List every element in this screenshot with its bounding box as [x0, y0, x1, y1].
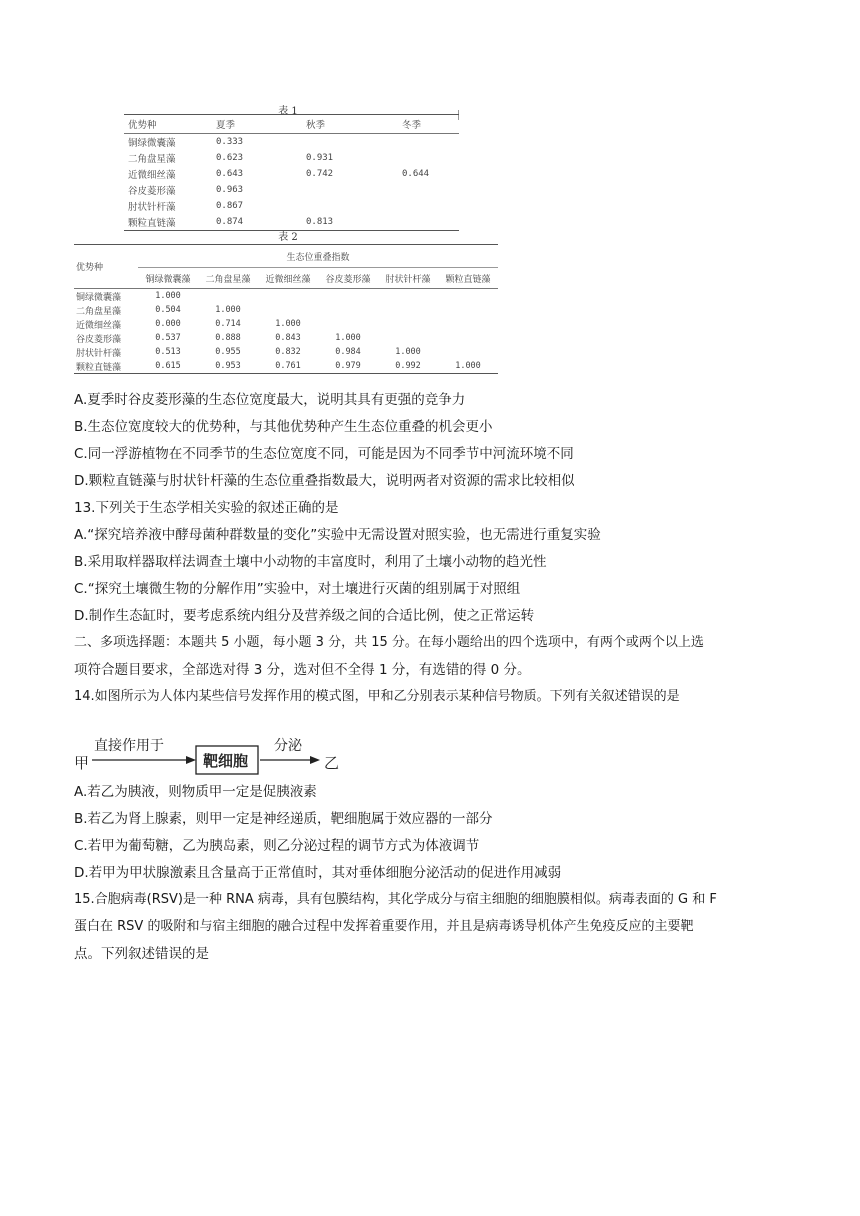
table-row [74, 331, 498, 345]
table2-cell [318, 317, 378, 331]
table1-cell: 0.874 [212, 214, 302, 231]
table-row [124, 134, 459, 151]
table1-header-cell: 秋季 [302, 115, 398, 134]
q15-stem-line3: 点。下列叙述错误的是 [74, 946, 209, 962]
q13-stem: 13.下列关于生态学相关实验的叙述正确的是 [74, 500, 339, 516]
q14-option-b: B.若乙为肾上腺素，则甲一定是神经递质，靶细胞属于效应器的一部分 [74, 811, 493, 827]
diagram-arrow2-label: 分泌 [274, 738, 302, 754]
table2-row-label: 谷皮菱形藻 [76, 334, 122, 345]
table2-subheader-row [74, 268, 498, 289]
table-row [74, 317, 498, 331]
table2-column-header: 颗粒直链藻 [438, 268, 498, 289]
q14-option-a: A.若乙为胰液，则物质甲一定是促胰液素 [74, 784, 317, 800]
table2-cell: 0.955 [215, 347, 241, 357]
table2-cell: 0.537 [155, 333, 181, 343]
table2-cell: 0.984 [335, 347, 361, 357]
table1-cell: 0.963 [216, 185, 244, 195]
table1-cell [302, 182, 398, 198]
table2-cell [378, 317, 438, 331]
table2-row-label: 铜绿微囊藻 [76, 292, 122, 303]
table2-column-header: 二角盘星藻 [198, 268, 258, 289]
table2-row-header: 优势种 [74, 245, 138, 289]
table1-species: 铜绿微囊藻 [128, 138, 176, 149]
q12-option-c: C.同一浮游植物在不同季节的生态位宽度不同，可能是因为不同季节中河流环境不同 [74, 446, 574, 462]
table1-header-cell: 冬季 [398, 115, 459, 134]
section2-instructions-line1: 二、多项选择题：本题共 5 小题，每小题 3 分，共 15 分。在每小题给出的四个选项中，有两个或两个以上选 [74, 635, 704, 650]
table1-species: 二角盘星藻 [128, 154, 176, 165]
table1-cell [398, 182, 459, 198]
table2-cell: 0.832 [275, 347, 301, 357]
table2-column-header: 铜绿微囊藻 [138, 268, 198, 289]
table2-cell [258, 289, 318, 304]
table2-column-header: 近微细丝藻 [258, 268, 318, 289]
q12-option-a: A.夏季时谷皮菱形藻的生态位宽度最大，说明其具有更强的竞争力 [74, 392, 466, 408]
q12-option-d: D.颗粒直链藻与肘状针杆藻的生态位重叠指数最大，说明两者对资源的需求比较相似 [74, 473, 575, 489]
table2-cell [318, 303, 378, 317]
table2-cell: 1.000 [395, 347, 421, 357]
table1-cell: 0.643 [216, 169, 244, 179]
table2-row-label: 肘状针杆藻 [76, 348, 122, 359]
table1-cell: 0.742 [306, 169, 334, 179]
table-row [74, 345, 498, 359]
q14-option-c: C.若甲为葡萄糖，乙为胰岛素，则乙分泌过程的调节方式为体液调节 [74, 838, 480, 854]
table2-column-header: 肘状针杆藻 [378, 268, 438, 289]
signal-diagram-svg [72, 732, 362, 778]
table2-cell [438, 303, 498, 317]
table2-cell [438, 289, 498, 304]
q14-stem: 14.如图所示为人体内某些信号发挥作用的模式图，甲和乙分别表示某种信号物质。下列有关叙述错误的是 [74, 689, 680, 704]
table1-cell: 0.333 [216, 137, 244, 147]
q15-stem-line1: 15.合胞病毒(RSV)是一种 RNA 病毒，具有包膜结构，其化学成分与宿主细胞的细胞膜相似。病毒表面的 G 和 F [74, 892, 717, 907]
section2-instructions-line2: 项符合题目要求，全部选对得 3 分，选对但不全得 1 分，有选错的得 0 分。 [74, 662, 531, 678]
table-row [124, 198, 459, 214]
table2-cell [438, 345, 498, 359]
table2-group-header: 生态位重叠指数 [138, 245, 498, 268]
table2-column-header: 谷皮菱形藻 [318, 268, 378, 289]
table1-species: 近微细丝藻 [128, 170, 176, 181]
table2-cell [378, 303, 438, 317]
table1-cell [398, 214, 459, 231]
table1-header-row [124, 115, 459, 134]
table2-cell: 1.000 [275, 319, 301, 329]
table1 [124, 114, 459, 231]
table2-cell: 1.000 [215, 305, 241, 315]
table2-cell: 0.000 [155, 319, 181, 329]
table2-cell [318, 289, 378, 304]
diagram-arrow2-head [310, 756, 320, 764]
table2-row-label: 二角盘星藻 [76, 306, 122, 317]
table1-species: 颗粒直链藻 [124, 214, 212, 231]
q12-option-b: B.生态位宽度较大的优势种，与其他优势种产生生态位重叠的机会更小 [74, 419, 493, 435]
table2-header-row [74, 245, 498, 268]
table-row [124, 182, 459, 198]
table1-species: 肘状针杆藻 [128, 202, 176, 213]
table2-cell: 1.000 [438, 359, 498, 374]
table1-header-cell: 夏季 [212, 115, 302, 134]
table-row [124, 150, 459, 166]
table2-cell [198, 289, 258, 304]
q13-option-c: C.“探究土壤微生物的分解作用”实验中，对土壤进行灭菌的组别属于对照组 [74, 581, 521, 597]
table2-cell: 0.761 [258, 359, 318, 374]
table2-cell [438, 331, 498, 345]
table2-cell: 0.504 [155, 305, 181, 315]
q15-stem-line2: 蛋白在 RSV 的吸附和与宿主细胞的融合过程中发挥着重要作用，并且是病毒诱导机体产生免疫反应的主要靶 [74, 919, 694, 934]
table1-cell [398, 198, 459, 214]
q13-option-a: A.“探究培养液中酵母菌种群数量的变化”实验中无需设置对照实验，也无需进行重复实验 [74, 527, 601, 543]
table2-cell [438, 317, 498, 331]
table-row [74, 303, 498, 317]
table1-species: 谷皮菱形藻 [128, 186, 176, 197]
table2-row-label: 近微细丝藻 [76, 320, 122, 331]
table2-cell: 0.953 [198, 359, 258, 374]
table2-cell: 0.888 [215, 333, 241, 343]
table2-cell: 0.979 [318, 359, 378, 374]
q13-option-b: B.采用取样器取样法调查土壤中小动物的丰富度时，利用了土壤小动物的趋光性 [74, 554, 547, 570]
table1-cell [302, 134, 398, 151]
signal-diagram [72, 732, 362, 778]
table2-caption: 表 2 [278, 232, 298, 243]
table1-cell: 0.931 [306, 153, 334, 163]
table2-cell [378, 331, 438, 345]
q14-option-d: D.若甲为甲状腺激素且含量高于正常值时，其对垂体细胞分泌活动的促进作用减弱 [74, 865, 562, 881]
table-row [124, 166, 459, 182]
table1-cell [302, 198, 398, 214]
table2-cell [378, 289, 438, 304]
table-row [74, 289, 498, 304]
table2-cell: 1.000 [335, 333, 361, 343]
table1-cell: 0.867 [216, 201, 244, 211]
diagram-arrow1-head [186, 756, 196, 764]
table2-cell: 0.513 [155, 347, 181, 357]
table1-cell: 0.813 [302, 214, 398, 231]
table1-cell [398, 150, 459, 166]
table2-row-label: 颗粒直链藻 [74, 359, 138, 374]
table1-cell: 0.644 [402, 169, 430, 179]
table2-cell [258, 303, 318, 317]
table2-cell: 1.000 [155, 291, 181, 301]
table1-header-cell: 优势种 [124, 115, 212, 134]
diagram-box-label: 靶细胞 [203, 752, 249, 770]
table2 [74, 244, 498, 374]
table-row [74, 359, 498, 374]
table2-cell: 0.992 [378, 359, 438, 374]
q13-option-d: D.制作生态缸时，要考虑系统内组分及营养级之间的合适比例，使之正常运转 [74, 608, 535, 624]
table2-cell: 0.843 [275, 333, 301, 343]
diagram-left-label: 甲 [74, 754, 90, 772]
table2-cell: 0.714 [215, 319, 241, 329]
table1-cell [398, 134, 459, 151]
table2-cell: 0.615 [138, 359, 198, 374]
diagram-right-label: 乙 [324, 754, 340, 772]
table1-caption: 表 1 [278, 106, 298, 117]
diagram-arrow1-label: 直接作用于 [94, 738, 164, 754]
table1-cell: 0.623 [216, 153, 244, 163]
